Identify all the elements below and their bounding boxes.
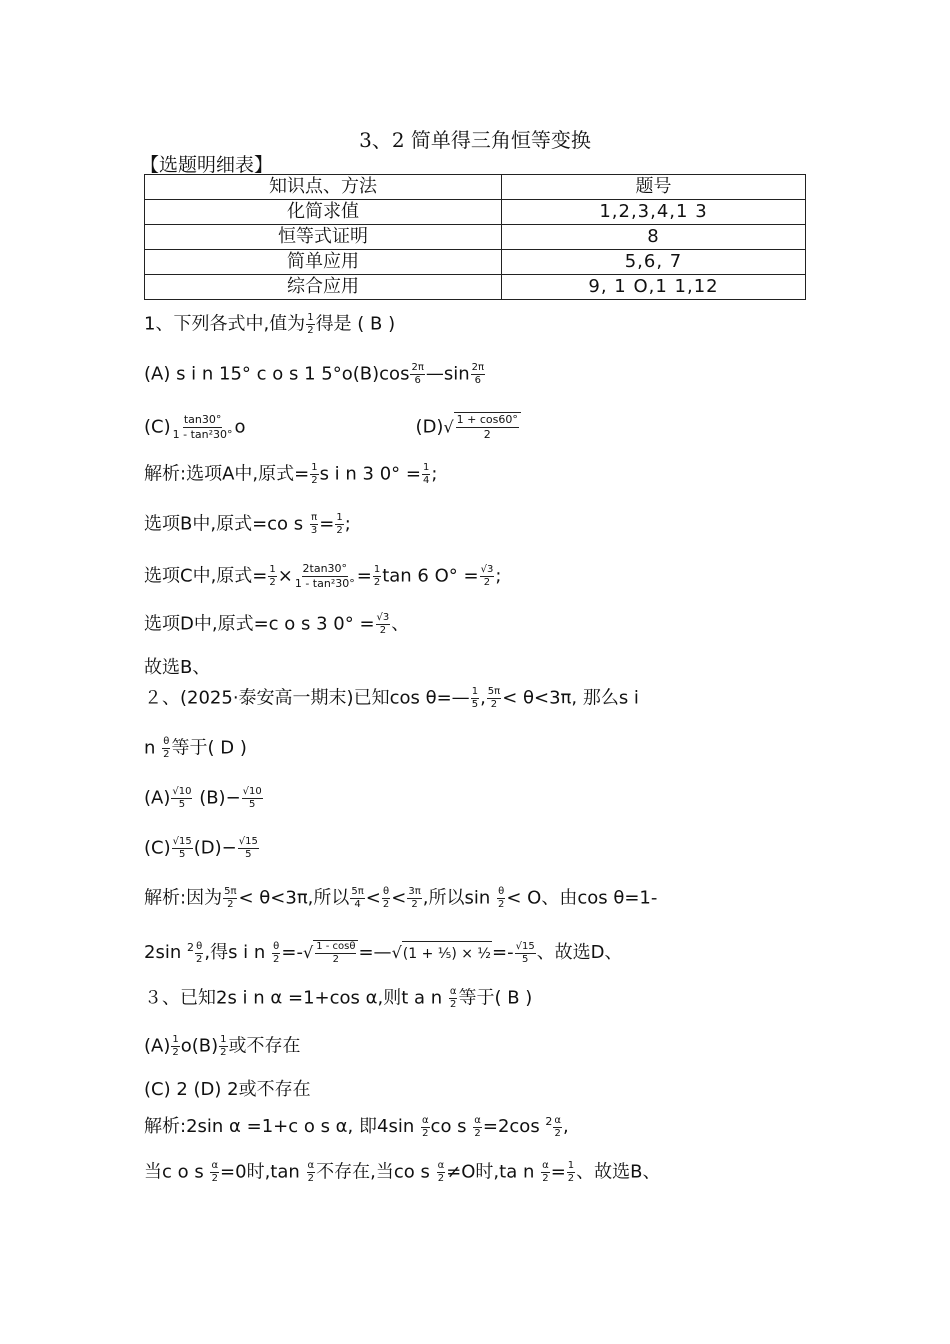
- text: 等于( D ): [171, 737, 247, 759]
- fraction: [335, 512, 343, 537]
- denominator: 2: [497, 899, 505, 910]
- text: 选项B中,原式=co s: [144, 513, 309, 535]
- text: ;: [495, 565, 502, 587]
- table-cell: 恒等式证明: [145, 225, 502, 250]
- section-heading: 【选题明细表】: [140, 154, 274, 176]
- numerator: 5π: [351, 886, 364, 897]
- text: =—: [358, 942, 392, 963]
- numerator: 1: [172, 1034, 179, 1045]
- numerator: 1: [220, 1034, 227, 1045]
- text: =: [356, 565, 372, 587]
- q2-stem: [144, 686, 639, 711]
- denominator: 2: [554, 1127, 561, 1139]
- table-header-row: [145, 175, 806, 200]
- denominator: 2: [542, 1173, 549, 1184]
- numerator: π: [311, 512, 318, 523]
- page-title: 3、2 简单得三角恒等变换: [359, 128, 591, 152]
- fraction: [172, 413, 234, 442]
- text: =-: [492, 942, 514, 963]
- denominator: 2: [273, 953, 280, 965]
- fraction: [471, 686, 479, 711]
- numerator: √15: [238, 836, 258, 847]
- numerator: √3: [376, 612, 390, 623]
- fraction: [171, 786, 192, 811]
- text: 2sin: [144, 942, 187, 963]
- denominator: 2: [474, 1127, 481, 1139]
- fraction: [480, 564, 495, 589]
- numerator: 1 + cos60°: [456, 413, 518, 426]
- radical-sign: √: [443, 417, 454, 437]
- denominator: 2: [379, 625, 387, 636]
- q3-solution-line2: [144, 1160, 661, 1185]
- fraction: [310, 512, 318, 537]
- q1-solution-d: [144, 612, 409, 637]
- table-cell: 简单应用: [145, 250, 502, 275]
- text: ;: [344, 513, 351, 535]
- fraction: [497, 886, 505, 911]
- q3-options-ab: [144, 1034, 301, 1059]
- denominator: 6: [474, 375, 482, 386]
- denominator: 6: [414, 375, 421, 386]
- fraction: [473, 1115, 482, 1140]
- numerator: α: [542, 1160, 549, 1171]
- text: s i n 3 0° =: [319, 463, 421, 485]
- denominator: 1 - tan²30°: [294, 577, 355, 590]
- numerator: 2π: [411, 362, 424, 373]
- fraction: [449, 986, 458, 1011]
- denominator: 2: [211, 1173, 218, 1184]
- fraction: [210, 1160, 219, 1185]
- q2-stem-cont: [144, 736, 247, 761]
- numerator: 1 - cosθ: [316, 940, 356, 952]
- denominator: 2: [490, 699, 498, 710]
- denominator: 2: [227, 899, 234, 910]
- q1-stem: [144, 312, 395, 337]
- text: ;: [431, 463, 438, 485]
- numerator: √10: [172, 786, 192, 797]
- text: =: [319, 513, 335, 535]
- option-b: o(B): [180, 1035, 219, 1057]
- fraction: [310, 462, 318, 487]
- fraction: [376, 612, 391, 637]
- fraction: [306, 312, 314, 337]
- denominator: 2: [332, 953, 340, 965]
- text: co s: [430, 1116, 473, 1137]
- fraction: [294, 562, 356, 591]
- fraction: [382, 886, 390, 911]
- option-a: (A) s i n 15° c o s 1 5°: [144, 363, 342, 385]
- text: tan 6 O° =: [382, 565, 479, 587]
- text: 、: [391, 613, 410, 635]
- text: ,得s i n: [204, 942, 272, 963]
- fraction: [567, 1160, 575, 1185]
- fraction: [487, 686, 501, 711]
- denominator: 5: [249, 799, 256, 810]
- numerator: 2tan30°: [302, 562, 348, 575]
- fraction: [373, 564, 381, 589]
- denominator: 4: [354, 899, 361, 910]
- fraction: [315, 941, 356, 966]
- denominator: 2: [483, 577, 491, 588]
- denominator: 2: [172, 1047, 179, 1058]
- exponent: 2: [545, 1115, 553, 1128]
- q2-options-ab: [144, 786, 264, 811]
- numerator: √15: [515, 940, 535, 952]
- fraction: [219, 1034, 227, 1059]
- q1-solution-b: [144, 512, 351, 537]
- numerator: α: [449, 986, 457, 997]
- denominator: 5: [521, 953, 529, 965]
- text: 等于( B ): [458, 987, 533, 1009]
- option-a: (A): [144, 1035, 171, 1057]
- numerator: θ: [196, 940, 203, 952]
- text: ,所以sin: [422, 887, 496, 909]
- text: <: [391, 887, 407, 909]
- table-header-cell: 题号: [502, 175, 806, 200]
- denominator: 5: [245, 849, 252, 860]
- fraction: [456, 413, 519, 442]
- fraction: [410, 362, 424, 387]
- text: =0时,tan: [220, 1161, 306, 1183]
- text: =: [550, 1161, 566, 1183]
- numerator: 1: [311, 462, 318, 473]
- fraction: [553, 1115, 562, 1140]
- denominator: 4: [422, 475, 430, 486]
- exponent: 2: [186, 941, 194, 954]
- numerator: 1: [307, 312, 314, 323]
- numerator: √10: [242, 786, 262, 797]
- numerator: 3π: [408, 886, 421, 897]
- fraction: [515, 941, 536, 966]
- numerator: θ: [383, 886, 390, 897]
- denominator: 5: [471, 699, 479, 710]
- fraction: [242, 786, 263, 811]
- q1-options-ab: [144, 362, 486, 387]
- text: ,: [563, 1116, 569, 1137]
- table-cell: 综合应用: [145, 275, 502, 300]
- text: 、故选B、: [576, 1161, 661, 1183]
- fraction: [307, 1160, 316, 1185]
- fraction: [350, 886, 364, 911]
- text: < θ<3π, 那么s i: [502, 687, 639, 709]
- numerator: 1: [422, 462, 430, 473]
- text: ２、(2025·泰安高一期末)已知cos θ=—: [144, 687, 470, 709]
- q1-options-cd: [144, 412, 521, 442]
- denominator: 5: [178, 799, 186, 810]
- q1-solution-c: [144, 562, 501, 591]
- radicand: [313, 940, 358, 966]
- fraction: [171, 1034, 179, 1059]
- denominator: 2: [269, 577, 276, 588]
- radicand-expression: (1 + ⅕) × ½: [402, 946, 491, 962]
- table-row: [145, 200, 806, 225]
- numerator: 1: [269, 564, 276, 575]
- text: < O、由cos θ=1-: [506, 887, 658, 909]
- text: 选项D中,原式=c o s 3 0° =: [144, 613, 375, 635]
- topic-table: [144, 174, 806, 300]
- fraction: [471, 362, 485, 387]
- text: < θ<3π,所以: [238, 887, 350, 909]
- denominator: 2: [411, 899, 418, 910]
- table-cell: 5,6, 7: [502, 250, 806, 275]
- option-d-label: (D): [415, 416, 444, 438]
- text: —sin: [425, 363, 470, 385]
- text: ,: [480, 687, 486, 709]
- denominator: 5: [178, 849, 186, 860]
- text: ≠O时,ta n: [446, 1161, 541, 1183]
- denominator: 2: [220, 1047, 227, 1058]
- table-row: [145, 225, 806, 250]
- fraction: [541, 1160, 550, 1185]
- q3-stem: [144, 986, 532, 1011]
- numerator: α: [211, 1160, 219, 1171]
- fraction: [272, 941, 280, 966]
- text: 选项C中,原式=: [144, 565, 268, 587]
- numerator: 2π: [471, 362, 485, 373]
- text: 解析:因为: [144, 887, 223, 909]
- fraction: [421, 1115, 430, 1140]
- text: ×: [277, 565, 293, 587]
- text: ３、已知2s i n α =1+cos α,则t a n: [144, 987, 448, 1009]
- table-row: [145, 275, 806, 300]
- numerator: 5π: [487, 686, 501, 697]
- text: <: [365, 887, 381, 909]
- radical-sign: √: [391, 943, 402, 962]
- denominator: 2: [195, 953, 203, 965]
- denominator: 2: [437, 1173, 445, 1184]
- numerator: θ: [273, 940, 280, 952]
- numerator: θ: [498, 886, 505, 897]
- table-row: [145, 250, 806, 275]
- fraction: [195, 941, 203, 966]
- denominator: 2: [567, 1173, 575, 1184]
- option-b: o(B)cos: [341, 363, 410, 385]
- text: 解析:选项A中,原式=: [144, 463, 310, 485]
- text: =2cos: [482, 1116, 546, 1137]
- numerator: tan30°: [183, 413, 222, 426]
- numerator: √3: [480, 564, 494, 575]
- table-cell: 9, 1 O,1 1,12: [502, 275, 806, 300]
- numerator: θ: [163, 736, 170, 747]
- denominator: 2: [449, 999, 457, 1010]
- numerator: α: [307, 1160, 315, 1171]
- option-c: (C): [144, 837, 171, 859]
- fraction: [223, 886, 237, 911]
- text: 解析:2sin α =1+c o s α, 即4sin: [144, 1116, 420, 1137]
- q2-solution-line2: [144, 936, 623, 966]
- text: 1、下列各式中,值为: [144, 313, 306, 335]
- fraction: [268, 564, 276, 589]
- q2-solution-line1: [144, 886, 657, 911]
- denominator: 3: [310, 525, 318, 536]
- fraction: [162, 736, 170, 761]
- table-cell: 1,2,3,4,1 3: [502, 200, 806, 225]
- numerator: α: [437, 1160, 445, 1171]
- text: 得是 ( B ): [315, 313, 396, 335]
- q3-solution-line1: [144, 1110, 569, 1140]
- denominator: 2: [373, 577, 381, 588]
- radicand: [454, 412, 521, 442]
- denominator: 2: [382, 899, 390, 910]
- fraction: [238, 836, 259, 861]
- fraction: [172, 836, 193, 861]
- numerator: 1: [567, 1160, 575, 1171]
- option-c-label: (C): [144, 416, 171, 438]
- numerator: 5π: [224, 886, 237, 897]
- text: 或不存在: [228, 1035, 301, 1057]
- radicand: [402, 941, 492, 966]
- q2-options-cd: [144, 836, 260, 861]
- radical-sign: √: [302, 943, 314, 962]
- numerator: √15: [172, 836, 192, 847]
- fraction: [437, 1160, 446, 1185]
- denominator: 2: [311, 475, 318, 486]
- q1-conclusion: 故选B、: [144, 657, 211, 678]
- numerator: 1: [373, 564, 381, 575]
- denominator: 2: [483, 428, 491, 441]
- text: 、故选D、: [536, 942, 623, 963]
- denominator: 2: [422, 1127, 429, 1139]
- text: =-: [281, 942, 303, 963]
- fraction: [407, 886, 421, 911]
- option-b: (B)−: [193, 787, 241, 809]
- numerator: α: [474, 1114, 481, 1126]
- q3-options-cd: (C) 2 (D) 2或不存在: [144, 1079, 311, 1100]
- numerator: α: [421, 1114, 429, 1126]
- numerator: α: [554, 1114, 562, 1126]
- table-cell: 8: [502, 225, 806, 250]
- option-a: (A): [144, 787, 171, 809]
- denominator: 2: [307, 1173, 315, 1184]
- denominator: 2: [336, 525, 343, 536]
- option-d: (D)−: [193, 837, 237, 859]
- denominator: 2: [163, 749, 170, 760]
- text: o: [234, 416, 246, 438]
- denominator: 1 - tan²30°: [172, 428, 233, 441]
- numerator: 1: [471, 686, 479, 697]
- numerator: 1: [336, 512, 343, 523]
- table-cell: 化简求值: [145, 200, 502, 225]
- fraction: [422, 462, 430, 487]
- denominator: 2: [307, 325, 314, 336]
- text: 当c o s: [144, 1161, 210, 1183]
- text: n: [144, 737, 162, 759]
- q1-solution-a: [144, 462, 437, 487]
- text: 不存在,当co s: [316, 1161, 436, 1183]
- table-header-cell: 知识点、方法: [145, 175, 502, 200]
